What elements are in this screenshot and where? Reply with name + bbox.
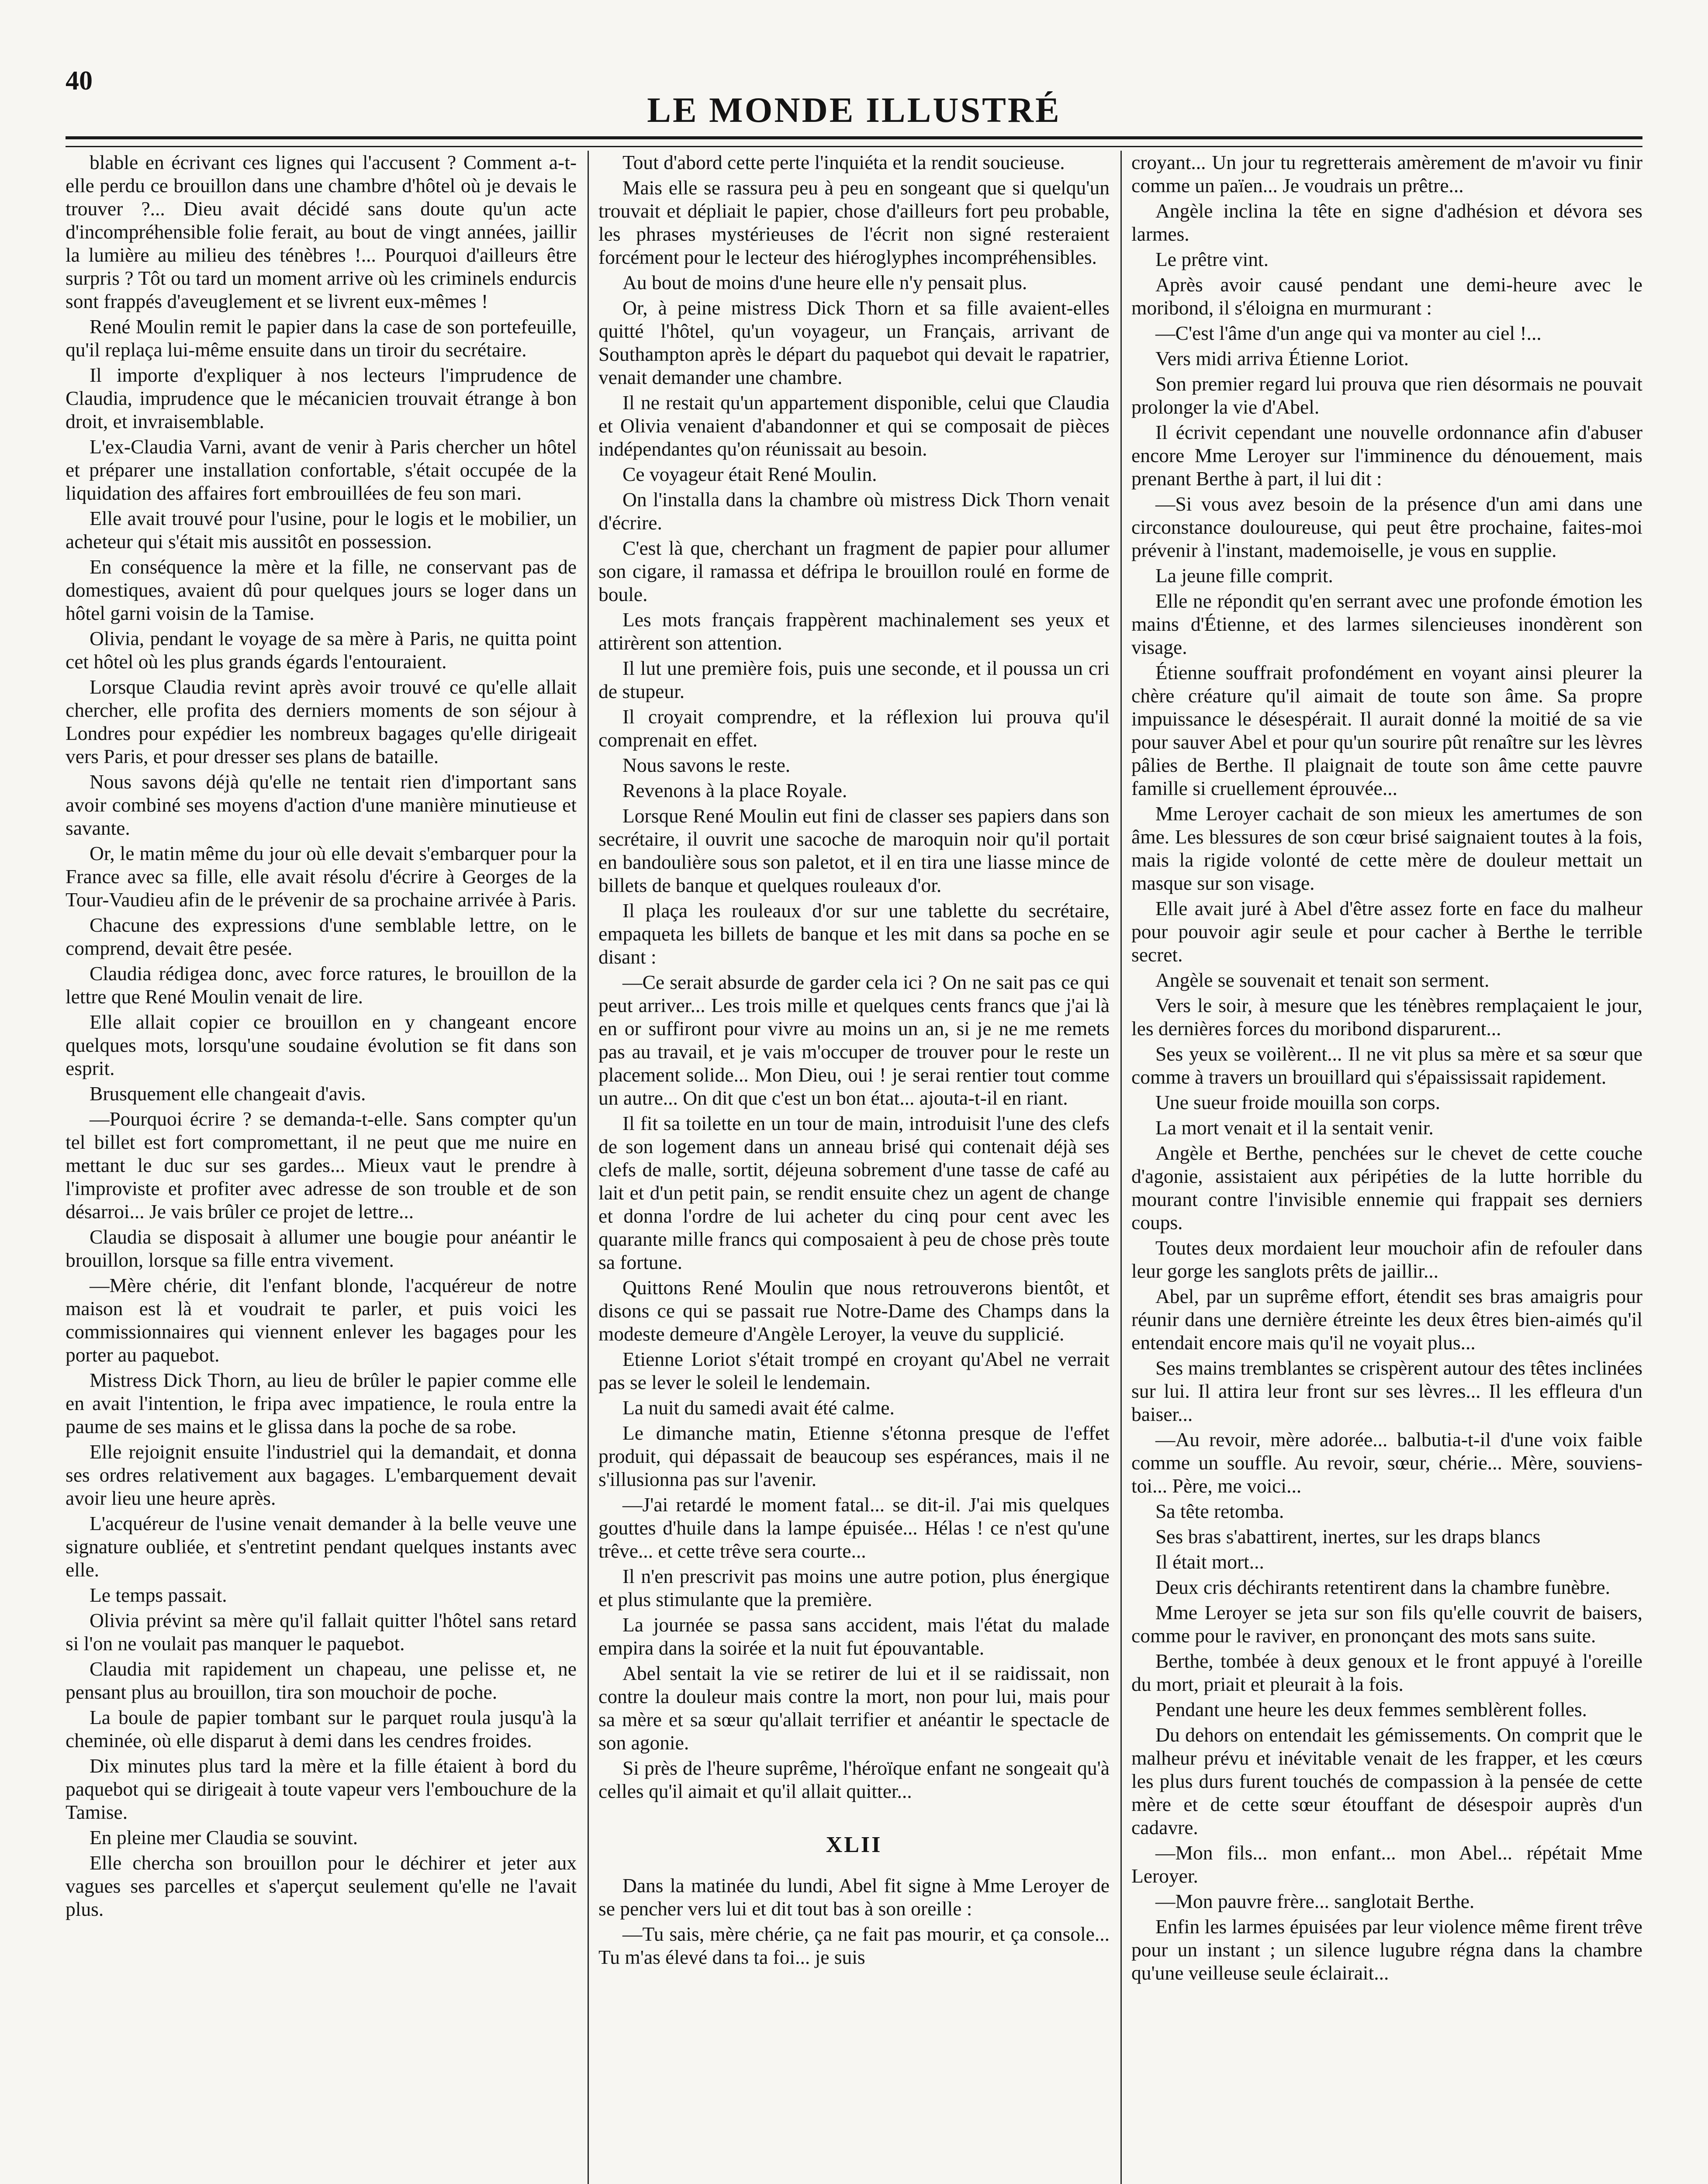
paragraph: Revenons à la place Royale. [622,779,847,802]
paragraph: Si près de l'heure suprême, l'héroïque enfant ne songeait qu'à celles qu'il aimait et qu'il allait quitter... [598,1757,1110,1802]
paragraph: Claudia rédigea donc, avec force ratures, le brouillon de la lettre que René Moulin venait de lire. [66,962,577,1008]
paragraph: L'acquéreur de l'usine venait demander à la belle veuve une signature oubliée, et s'entretint pendant quelques instants avec elle. [66,1512,577,1581]
paragraph: Olivia, pendant le voyage de sa mère à Paris, ne quitta point cet hôtel où les plus grands égards l'entouraient. [66,627,577,673]
paragraph: Brusquement elle changeait d'avis. [90,1082,366,1105]
paragraph: Les mots français frappèrent machinalement ses yeux et attirèrent son attention. [598,608,1110,654]
paragraph: Claudia se disposait à allumer une bougie pour anéantir le brouillon, lorsque sa fille entra vivement. [66,1226,577,1271]
column-divider [588,151,589,2184]
paragraph: Il écrivit cependant une nouvelle ordonnance afin d'abuser encore Mme Leroyer sur l'imminence du dénouement, mais prenant Berthe à part, il lui dit : [1131,421,1642,490]
paragraph: Le temps passait. [90,1584,227,1606]
paragraph: Mme Leroyer se jeta sur son fils qu'elle couvrit de baisers, comme pour le raviver, en prononçant des mots sans suite. [1131,1601,1642,1647]
paragraph: Lorsque Claudia revint après avoir trouvé ce qu'elle allait chercher, elle profita des derniers moments de son séjour à Londres pour expédier les nombreux bagages qu'elle dirigeait vers Paris, et pour dresser ses plans de bataille. [66,676,577,767]
chapter-heading: XLII [826,1832,882,1857]
paragraph: —Mère chérie, dit l'enfant blonde, l'acquéreur de notre maison est là et voudrait te parler, et puis voici les commissionnaires qui viennent enlever les bagages pour les porter au paquebot. [66,1274,577,1366]
column-divider [1120,151,1122,2184]
paragraph: La nuit du samedi avait été calme. [622,1396,895,1419]
paragraph: Chacune des expressions d'une semblable lettre, on le comprend, devait être pesée. [66,914,577,959]
paragraph: —C'est l'âme d'un ange qui va monter au ciel !... [1155,322,1542,344]
paragraph: La journée se passa sans accident, mais l'état du malade empira dans la soirée et la nuit fut épouvantable. [598,1614,1110,1659]
paragraph: —Si vous avez besoin de la présence d'un ami dans une circonstance douloureuse, qui peut être prochaine, faites-moi prévenir à l'instant, mademoiselle, je vous en supplie. [1131,493,1642,561]
paragraph: Angèle et Berthe, penchées sur le chevet de cette couche d'agonie, assistaient aux péripéties de la lutte horrible du mourant contre l'invisible ennemie qui frappait ses derniers coups. [1131,1142,1642,1234]
paragraph: Il plaça les rouleaux d'or sur une tablette du secrétaire, empaqueta les billets de banque et les mit dans sa poche en se disant : [598,899,1110,968]
column-1 [66,151,577,2184]
paragraph: La mort venait et il la sentait venir. [1155,1116,1434,1139]
paragraph: La boule de papier tombant sur le parquet roula jusqu'à la cheminée, où elle disparut à demi dans les cendres froides. [66,1706,577,1752]
paragraph: —Ce serait absurde de garder cela ici ? On ne sait pas ce qui peut arriver... Les trois mille et quelques cents francs que j'ai là en or suffiront pour vivre au moins un an, si je ne me remets pas au travail, et je vais m'occuper de trouver pour le reste un placement solide... Mon Dieu, oui ! je serai rentier tout comme un autre... On dit que c'est un bon état... ajouta-t-il en riant. [598,971,1110,1109]
paragraph: Vers le soir, à mesure que les ténèbres remplaçaient le jour, les dernières forces du moribond disparurent... [1131,994,1642,1040]
paragraph: Après avoir causé pendant une demi-heure avec le moribond, il s'éloigna en murmurant : [1131,273,1642,319]
paragraph: On l'installa dans la chambre où mistress Dick Thorn venait d'écrire. [598,488,1110,534]
paragraph: —Mon pauvre frère... sanglotait Berthe. [1155,1890,1475,1912]
header-rule-thick [66,136,1642,139]
paragraph: Le prêtre vint. [1155,248,1269,270]
paragraph: Ses bras s'abattirent, inertes, sur les draps blancs [1155,1525,1541,1548]
paragraph: Elle avait trouvé pour l'usine, pour le logis et le mobilier, un acheteur qui s'était mis aussitôt en possession. [66,507,577,553]
paragraph: Ses mains tremblantes se crispèrent autour des têtes inclinées sur lui. Il attira leur front sur ses lèvres... Il les effleura d'un baiser... [1131,1357,1642,1425]
paragraph: Elle ne répondit qu'en serrant avec une profonde émotion les mains d'Étienne, et des larmes silencieuses inondèrent son visage. [1131,590,1642,658]
paragraph: Enfin les larmes épuisées par leur violence même firent trêve pour un instant ; un silence lugubre régna dans la chambre qu'une veilleuse seule éclairait... [1131,1915,1642,1984]
paragraph: croyant... Un jour tu regretterais amèrement de m'avoir vu finir comme un païen... Je voudrais un prêtre... [1131,151,1642,197]
paragraph: Angèle inclina la tête en signe d'adhésion et dévora ses larmes. [1131,200,1642,245]
paragraph: Or, à peine mistress Dick Thorn et sa fille avaient-elles quitté l'hôtel, qu'un voyageur, un Français, arrivant de Southampton après le départ du paquebot qui devait le rapatrier, venait demander une chambre. [598,297,1110,388]
paragraph: C'est là que, cherchant un fragment de papier pour allumer son cigare, il ramassa et défripa le brouillon roulé en forme de boule. [598,537,1110,605]
paragraph: L'ex-Claudia Varni, avant de venir à Paris chercher un hôtel et préparer une installation confortable, s'était occupée de la liquidation des affaires fort embrouillées de feu son mari. [66,435,577,504]
column-3 [1131,151,1642,2184]
paragraph: Elle rejoignit ensuite l'industriel qui la demandait, et donna ses ordres relativement aux bagages. L'embarquement devait avoir lieu une heure après. [66,1441,577,1509]
paragraph: Elle avait juré à Abel d'être assez forte en face du malheur pour pouvoir agir seule et pour cacher à Berthe le terrible secret. [1131,897,1642,966]
paragraph: Une sueur froide mouilla son corps. [1155,1091,1441,1113]
paragraph: Il était mort... [1155,1551,1264,1573]
paragraph: Toutes deux mordaient leur mouchoir afin de refouler dans leur gorge les sanglots prêts de jaillir... [1131,1237,1642,1282]
paragraph: La jeune fille comprit. [1155,564,1333,587]
paragraph: Dans la matinée du lundi, Abel fit signe à Mme Leroyer de se pencher vers lui et dit tout bas à son oreille : [598,1874,1110,1920]
paragraph: En pleine mer Claudia se souvint. [90,1826,358,1849]
paragraph: Abel, par un suprême effort, étendit ses bras amaigris pour réunir dans une dernière étreinte les deux êtres bien-aimés qu'il entendait encore mais qu'il ne voyait plus... [1131,1285,1642,1354]
paragraph: Or, le matin même du jour où elle devait s'embarquer pour la France avec sa fille, elle avait résolu d'écrire à Georges de la Tour-Vaudieu afin de le prévenir de sa prochaine arrivée à Paris. [66,842,577,911]
paragraph: Il fit sa toilette en un tour de main, introduisit l'une des clefs de son logement dans un anneau brisé qui contenait déjà ses clefs de malle, sortit, déjeuna sobrement d'une tasse de café au lait et d'un petit pain, se rendit ensuite chez un agent de change et donna l'ordre de lui acheter du cinq pour cent avec les quarante mille francs qui composaient à peu de chose près toute sa fortune. [598,1112,1110,1273]
paragraph: Ses yeux se voilèrent... Il ne vit plus sa mère et sa sœur que comme à travers un brouillard qui s'épaississait rapidement. [1131,1043,1642,1088]
paragraph: Elle chercha son brouillon pour le déchirer et jeter aux vagues ses parcelles et s'aperçut seulement qu'elle ne l'avait plus. [66,1852,577,1920]
paragraph: Sa tête retomba. [1155,1500,1284,1522]
paragraph: blable en écrivant ces lignes qui l'accusent ? Comment a-t-elle perdu ce brouillon dans une chambre d'hôtel où je devais le trouver ?... Dieu avait décidé sans doute qu'un acte d'incompréhensible folie ferait, au bout de vingt années, jaillir la lumière au milieu des ténèbres !... Pourquoi d'ailleurs être surpris ? Tôt ou tard un moment arrive où les criminels endurcis sont frappés d'aveuglement et se livrent eux-mêmes ! [66,151,577,312]
paragraph: Au bout de moins d'une heure elle n'y pensait plus. [622,271,1027,294]
paragraph: Pendant une heure les deux femmes semblèrent folles. [1155,1698,1587,1721]
paragraph: Claudia mit rapidement un chapeau, une pelisse et, ne pensant plus au brouillon, tira son mouchoir de poche. [66,1658,577,1703]
paragraph: Mme Leroyer cachait de son mieux les amertumes de son âme. Les blessures de son cœur brisé saignaient toutes à la fois, mais la rigide volonté de cette mère de douleur mettait un masque sur son visage. [1131,802,1642,894]
column-2 [598,151,1110,2184]
paragraph: Elle allait copier ce brouillon en y changeant encore quelques mots, lorsqu'une soudaine évolution se fit dans son esprit. [66,1011,577,1079]
paragraph: Tout d'abord cette perte l'inquiéta et la rendit soucieuse. [622,151,1065,173]
paragraph: Le dimanche matin, Etienne s'étonna presque de l'effet produit, qui dépassait de beaucoup ses espérances, mais il ne s'illusionna pas sur l'avenir. [598,1422,1110,1490]
paragraph: René Moulin remit le papier dans la case de son portefeuille, qu'il replaça lui-même ensuite dans un tiroir du secrétaire. [66,315,577,361]
paragraph: Mais elle se rassura peu à peu en songeant que si quelqu'un trouvait et dépliait le papier, chose d'ailleurs fort peu probable, les phrases mystérieuses de l'écrit non signé resteraient forcément pour le lecteur des hiéroglyphes incompréhensibles. [598,176,1110,268]
header-rule-thin [66,146,1642,147]
paragraph: Vers midi arriva Étienne Loriot. [1155,347,1409,370]
paragraph: Mistress Dick Thorn, au lieu de brûler le papier comme elle en avait l'intention, le fripa avec impatience, le roula entre la paume de ses mains et le glissa dans la poche de sa robe. [66,1369,577,1438]
paragraph: Il ne restait qu'un appartement disponible, celui que Claudia et Olivia venaient d'abandonner et qui se composait de pièces indépendantes qu'on réunissait au besoin. [598,391,1110,460]
masthead-title: LE MONDE ILLUSTRÉ [647,90,1061,130]
paragraph: —Au revoir, mère adorée... balbutia-t-il d'une voix faible comme un souffle. Au revoir, sœur, chérie... Mère, souviens-toi... Père, me voici... [1131,1428,1642,1497]
paragraph: Étienne souffrait profondément en voyant ainsi pleurer la chère créature qu'il aimait de toute son âme. Sa propre impuissance le désespérait. Il aurait donné la moitié de sa vie pour sauver Abel et pour qu'un sourire pût renaître sur les lèvres pâlies de Berthe. Il plaignait de toute son âme cette pauvre famille si cruellement éprouvée... [1131,661,1642,799]
paragraph: Olivia prévint sa mère qu'il fallait quitter l'hôtel sans retard si l'on ne voulait pas manquer le paquebot. [66,1609,577,1655]
paragraph: Quittons René Moulin que nous retrouverons bientôt, et disons ce qui se passait rue Notre-Dame des Champs dans la modeste demeure d'Angèle Leroyer, la veuve du supplicié. [598,1276,1110,1345]
paragraph: Berthe, tombée à deux genoux et le front appuyé à l'oreille du mort, priait et pleurait à la fois. [1131,1650,1642,1695]
paragraph: Ce voyageur était René Moulin. [622,463,877,485]
paragraph: Son premier regard lui prouva que rien désormais ne pouvait prolonger la vie d'Abel. [1131,373,1642,418]
paragraph: Il n'en prescrivit pas moins une autre potion, plus énergique et plus stimulante que la première. [598,1565,1110,1610]
paragraph: —J'ai retardé le moment fatal... se dit-il. J'ai mis quelques gouttes d'huile dans la lampe épuisée... Hélas ! ce n'est qu'une trêve... et cette trêve sera courte... [598,1493,1110,1562]
paragraph: Deux cris déchirants retentirent dans la chambre funèbre. [1155,1576,1610,1598]
paragraph: En conséquence la mère et la fille, ne conservant pas de domestiques, avaient dû pour quelques jours se loger dans un hôtel garni voisin de la Tamise. [66,556,577,624]
paragraph: Etienne Loriot s'était trompé en croyant qu'Abel ne verrait pas se lever le soleil le lendemain. [598,1348,1110,1393]
page-number: 40 [66,66,93,96]
paragraph: Il importe d'expliquer à nos lecteurs l'imprudence de Claudia, imprudence que le mécanicien trouvait étrange à bon droit, et invraisemblable. [66,364,577,432]
paragraph: Il lut une première fois, puis une seconde, et il poussa un cri de stupeur. [598,657,1110,702]
paragraph: Dix minutes plus tard la mère et la fille étaient à bord du paquebot qui se dirigeait à toute vapeur vers l'embouchure de la Tamise. [66,1755,577,1823]
paragraph: Abel sentait la vie se retirer de lui et il se raidissait, non contre la douleur mais contre la mort, non pour lui, mais pour sa mère et sa sœur qu'allait terrifier et anéantir le spectacle de son agonie. [598,1662,1110,1754]
paragraph: Nous savons le reste. [622,754,791,776]
paragraph: —Tu sais, mère chérie, ça ne fait pas mourir, et ça console... Tu m'as élevé dans ta foi... je suis [598,1923,1110,1968]
paragraph: Du dehors on entendait les gémissements. On comprit que le malheur prévu et inévitable venait de les frapper, et les cœurs les plus durs furent touchés de compassion à la pensée de cette mère et de cette sœur étouffant de désespoir auprès d'un cadavre. [1131,1724,1642,1838]
paragraph: Lorsque René Moulin eut fini de classer ses papiers dans son secrétaire, il ouvrit une sacoche de maroquin noir qu'il portait en bandoulière sous son paletot, et il en tira une liasse mince de billets de banque et quelques rouleaux d'or. [598,805,1110,896]
paragraph: —Pourquoi écrire ? se demanda-t-elle. Sans compter qu'un tel billet est fort compromettant, il ne peut que me nuire en mettant le duc sur ses gardes... Mieux vaut le prendre à l'improviste et profiter avec adresse de son trouble et de son désarroi... Je vais brûler ce projet de lettre... [66,1108,577,1223]
paragraph: Il croyait comprendre, et la réflexion lui prouva qu'il comprenait en effet. [598,705,1110,751]
paragraph: —Mon fils... mon enfant... mon Abel... répétait Mme Leroyer. [1131,1842,1642,1887]
paragraph: Angèle se souvenait et tenait son serment. [1155,969,1490,991]
paragraph: Nous savons déjà qu'elle ne tentait rien d'important sans avoir combiné ses moyens d'action d'une manière minutieuse et savante. [66,771,577,839]
